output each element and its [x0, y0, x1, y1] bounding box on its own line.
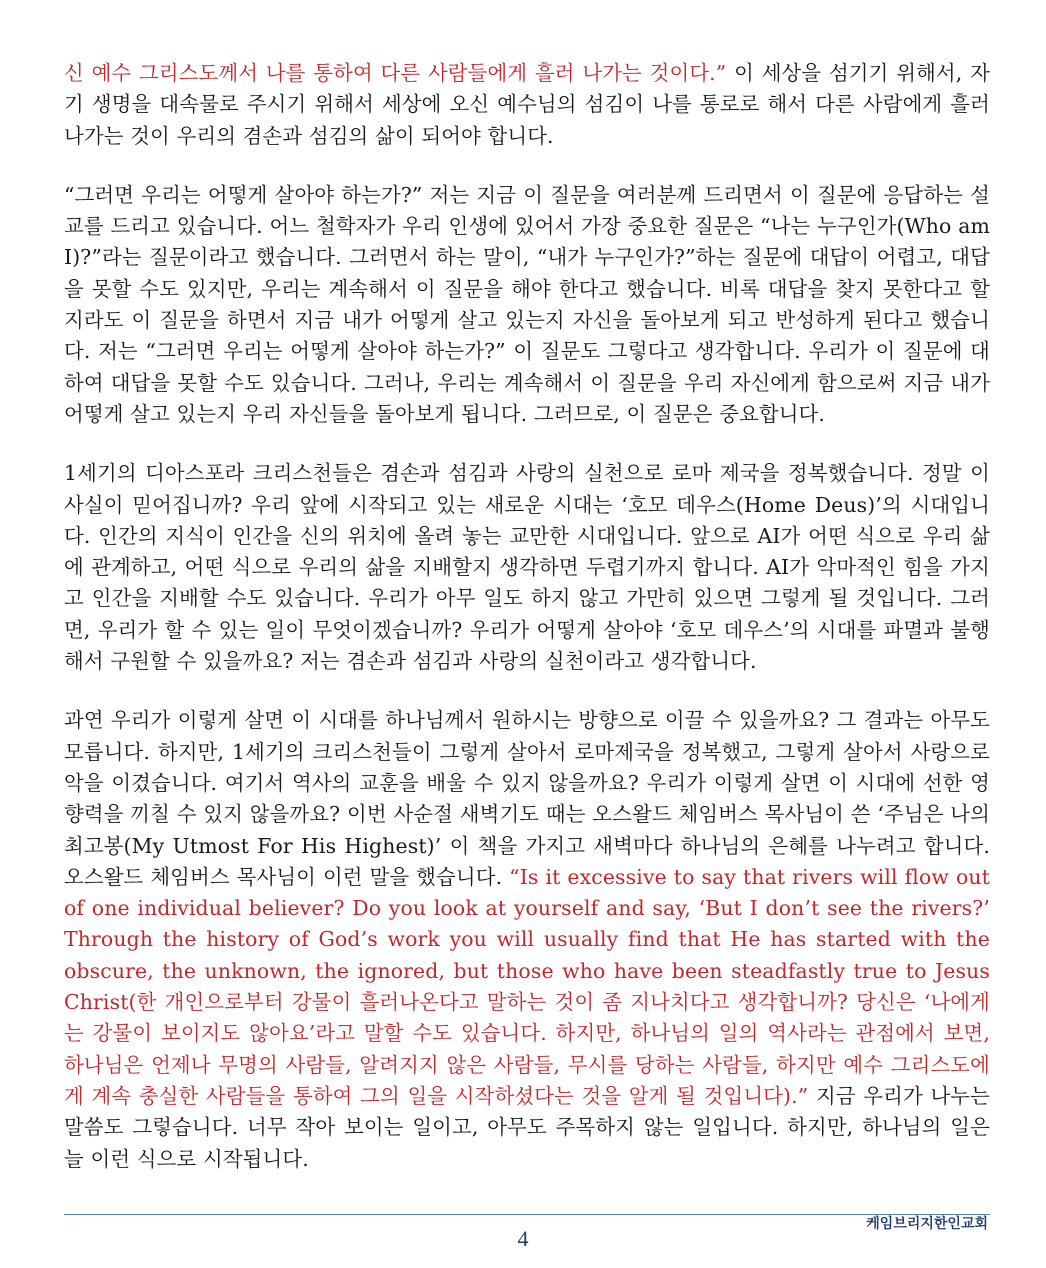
body-text: 과연 우리가 이렇게 살면 이 시대를 하나님께서 원하시는 방향으로 이끌 수 있을까요? 그 결과는 아무도 모릅니다. 하지만, 1세기의 크리스천들이 그렇게 살아서 로마제국을 정복했고, 그렇게 살아서 사랑으로 악을 이겼습니다. 여기서 역사의 교훈을 배울 수 있지 않을까요? 우리가 이렇게 살면 이 시대에 선한 영향력을 끼칠 수 있지 않을까요? 이번 사순절 새벽기도 때는 오스왈드 체임버스 목사님이 쓴 ‘주님은 나의 최고봉(My Utmost For His Highest)’ 이 책을 가지고 새벽마다 하나님의 은혜를 나누려고 합니다. 오스왈드 체임버스 목사님이 이런 말을 했습니다. [64, 708, 990, 889]
paragraph-2 [64, 180, 990, 430]
page-number: 4 [517, 1226, 529, 1251]
body-text: 1세기의 디아스포라 크리스천들은 겸손과 섬김과 사랑의 실천으로 로마 제국을 정복했습니다. 정말 이 사실이 믿어집니까? 우리 앞에 시작되고 있는 새로운 시대는 ‘호모 데우스(Home Deus)’의 시대입니다. 인간의 지식이 인간을 신의 위치에 올려 놓는 교만한 시대입니다. 앞으로 AI가 어떤 식으로 우리 삶에 관계하고, 어떤 식으로 우리의 삶을 지배할지 생각하면 두렵기까지 합니다. AI가 악마적인 힘을 가지고 인간을 지배할 수도 있습니다. 우리가 아무 일도 하지 않고 가만히 있으면 그렇게 될 것입니다. 그러면, 우리가 할 수 있는 일이 무엇이겠습니까? 우리가 어떻게 살아야 ‘호모 데우스’의 시대를 파멸과 불행해서 구원할 수 있을까요? 저는 겸손과 섬김과 사랑의 실천이라고 생각합니다. [64, 461, 990, 674]
paragraph-3 [64, 458, 990, 677]
church-name: 케임브리지한인교회 [866, 1216, 988, 1232]
quote-red-text: “Is it excessive to say that rivers will flow out of one individual believer? Do you look at yourself and say, ‘But I don’t see the rivers?’ Through the history of God’s work you will usually find that He has started with the obscure, the unknown, the ignored, but those who have been steadfastly true to Jesus Christ(한 개인으로부터 강물이 흘러나온다고 말하는 것이 좀 지나치다고 생각합니까? 당신은 ‘나에게는 강물이 보이지도 않아요’라고 말할 수도 있습니다. 하지만, 하나님의 일의 역사라는 관점에서 보면, 하나님은 언제나 무명의 사람들, 알려지지 않은 사람들, 무시를 당하는 사람들, 하지만 예수 그리스도에게 계속 충실한 사람들을 통하여 그의 일을 시작하셨다는 것을 알게 될 것입니다).” [64, 864, 990, 1108]
footer-divider [64, 1214, 990, 1215]
body-text: 이 세상을 섬기기 위해서, 자기 생명을 대속물로 주시기 위해서 세상에 오신 예수님의 섬김이 나를 통로로 해서 다른 사람에게 흘러 나가는 것이 우리의 겸손과 섬김의 삶이 되어야 합니다. [64, 61, 990, 148]
paragraph-1 [64, 58, 990, 152]
body-text: 지금 우리가 나누는 말씀도 그렇습니다. 너무 작아 보이는 일이고, 아무도 주목하지 않는 일입니다. 하지만, 하나님의 일은 늘 이런 식으로 시작됩니다. [64, 1083, 990, 1171]
body-text: “그러면 우리는 어떻게 살아야 하는가?” 저는 지금 이 질문을 여러분께 드리면서 이 질문에 응답하는 설교를 드리고 있습니다. 어느 철학자가 우리 인생에 있어서 가장 중요한 질문은 “나는 누구인가(Who am I)?”라는 질문이라고 했습니다. 그러면서 하는 말이, “내가 누구인가?”하는 질문에 대답이 어렵고, 대답을 못할 수도 있지만, 우리는 계속해서 이 질문을 해야 한다고 했습니다. 비록 대답을 찾지 못한다고 할지라도 이 질문을 하면서 지금 내가 어떻게 살고 있는지 자신을 돌아보게 되고 반성하게 된다고 했습니다. 저는 “그러면 우리는 어떻게 살아야 하는가?” 이 질문도 그렇다고 생각합니다. 우리가 이 질문에 대하여 대답을 못할 수도 있습니다. 그러나, 우리는 계속해서 이 질문을 우리 자신에게 함으로써 지금 내가 어떻게 살고 있는지 우리 자신들을 돌아보게 됩니다. 그러므로, 이 질문은 중요합니다. [64, 182, 990, 426]
document-body [64, 58, 990, 1203]
quote-red-text: 신 예수 그리스도께서 나를 통하여 다른 사람들에게 흘러 나가는 것이다.” [64, 61, 727, 85]
paragraph-4 [64, 705, 990, 1174]
